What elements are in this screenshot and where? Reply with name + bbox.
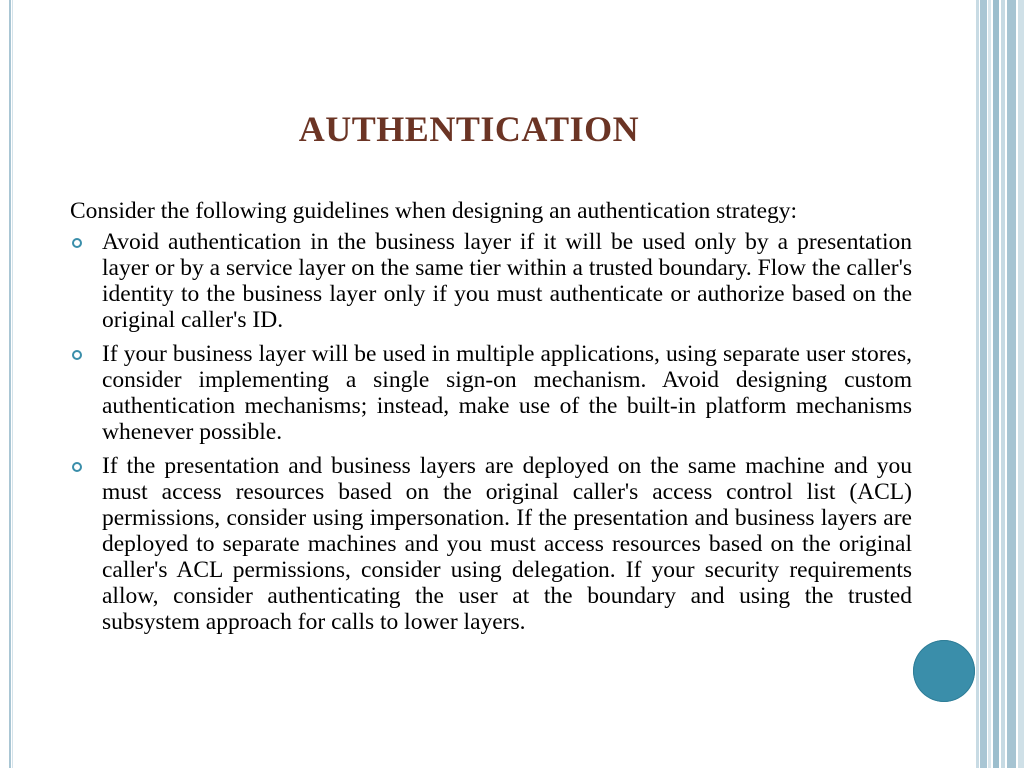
circle-bullet-icon (72, 350, 82, 360)
right-decor-stripe (976, 0, 979, 768)
bullet-item (70, 341, 912, 445)
circle-bullet-icon (72, 462, 82, 472)
bullet-item (70, 229, 912, 333)
bullet-item (70, 453, 912, 635)
slide-title: AUTHENTICATION (298, 109, 640, 149)
intro-text: Consider the following guidelines when designing an authentication strategy: (70, 198, 798, 224)
bullet-text: If the presentation and business layers are deployed on the same machine and you must access resources based on the original caller's access control list (ACL) permissions, consider using impersonation. If the presentation and business layers are deployed to separate machines and you must access resources based on the original caller's ACL permissions, consider using delegation. If your security requirements allow, consider authenticating the user at the boundary and using the trusted subsystem approach for calls to lower layers. (102, 453, 912, 635)
right-decor-stripe (993, 0, 999, 768)
right-decor-stripe (980, 0, 987, 768)
right-decor-stripe (988, 0, 991, 768)
right-decor-stripe (1007, 0, 1016, 768)
accent-circle-icon (913, 640, 975, 702)
bullet-text: If your business layer will be used in multiple applications, using separate user stores, consider implementing a single sign-on mechanism. Avoid designing custom authentication mechanisms; instead, make use of the built-in platform mechanisms whenever possible. (102, 341, 912, 445)
bullet-list (70, 229, 912, 635)
bullet-text: Avoid authentication in the business layer if it will be used only by a presentation layer or by a service layer on the same tier within a trusted boundary. Flow the caller's identity to the business layer only if you must authenticate or authorize based on the original caller's ID. (102, 229, 912, 333)
right-decor-stripe (1018, 0, 1024, 768)
right-decor-stripe (1001, 0, 1005, 768)
slide-body (70, 198, 912, 643)
circle-bullet-icon (72, 238, 82, 248)
